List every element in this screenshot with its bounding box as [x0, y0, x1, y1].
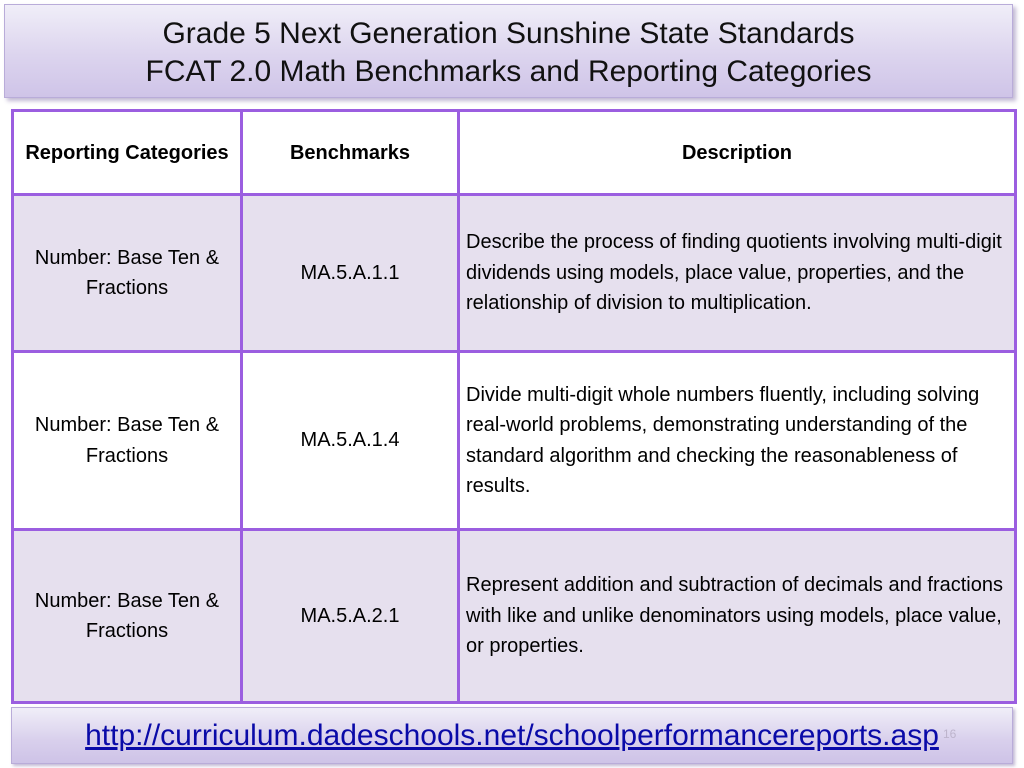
description-cell: Describe the process of finding quotients involving multi-digit dividends using models, place value, properties, and the relationship of division to multiplication. [459, 195, 1016, 352]
benchmarks-table [11, 109, 1017, 704]
benchmark-cell: MA.5.A.2.1 [242, 530, 459, 703]
benchmark-cell: MA.5.A.1.4 [242, 352, 459, 530]
footer-link-box [11, 707, 1013, 764]
title-line-1: Grade 5 Next Generation Sunshine State Standards [162, 17, 855, 50]
table-row [13, 352, 1016, 530]
slide-title [4, 4, 1013, 98]
category-cell: Number: Base Ten & Fractions [13, 352, 242, 530]
curriculum-link[interactable]: http://curriculum.dadeschools.net/schoolperformancereports.asp [85, 719, 939, 752]
table-row [13, 195, 1016, 352]
title-line-2: FCAT 2.0 Math Benchmarks and Reporting Categories [145, 55, 872, 88]
description-cell: Divide multi-digit whole numbers fluently, including solving real-world problems, demonstrating understanding of the standard algorithm and checking the reasonableness of results. [459, 352, 1016, 530]
table-row [13, 530, 1016, 703]
slide-number: 16 [943, 727, 957, 741]
header-description: Description [459, 111, 1016, 195]
header-reporting-categories: Reporting Categories [13, 111, 242, 195]
table-header-row [13, 111, 1016, 195]
category-cell: Number: Base Ten & Fractions [13, 195, 242, 352]
header-benchmarks: Benchmarks [242, 111, 459, 195]
benchmark-cell: MA.5.A.1.1 [242, 195, 459, 352]
category-cell: Number: Base Ten & Fractions [13, 530, 242, 703]
description-cell: Represent addition and subtraction of decimals and fractions with like and unlike denominators using models, place value, or properties. [459, 530, 1016, 703]
